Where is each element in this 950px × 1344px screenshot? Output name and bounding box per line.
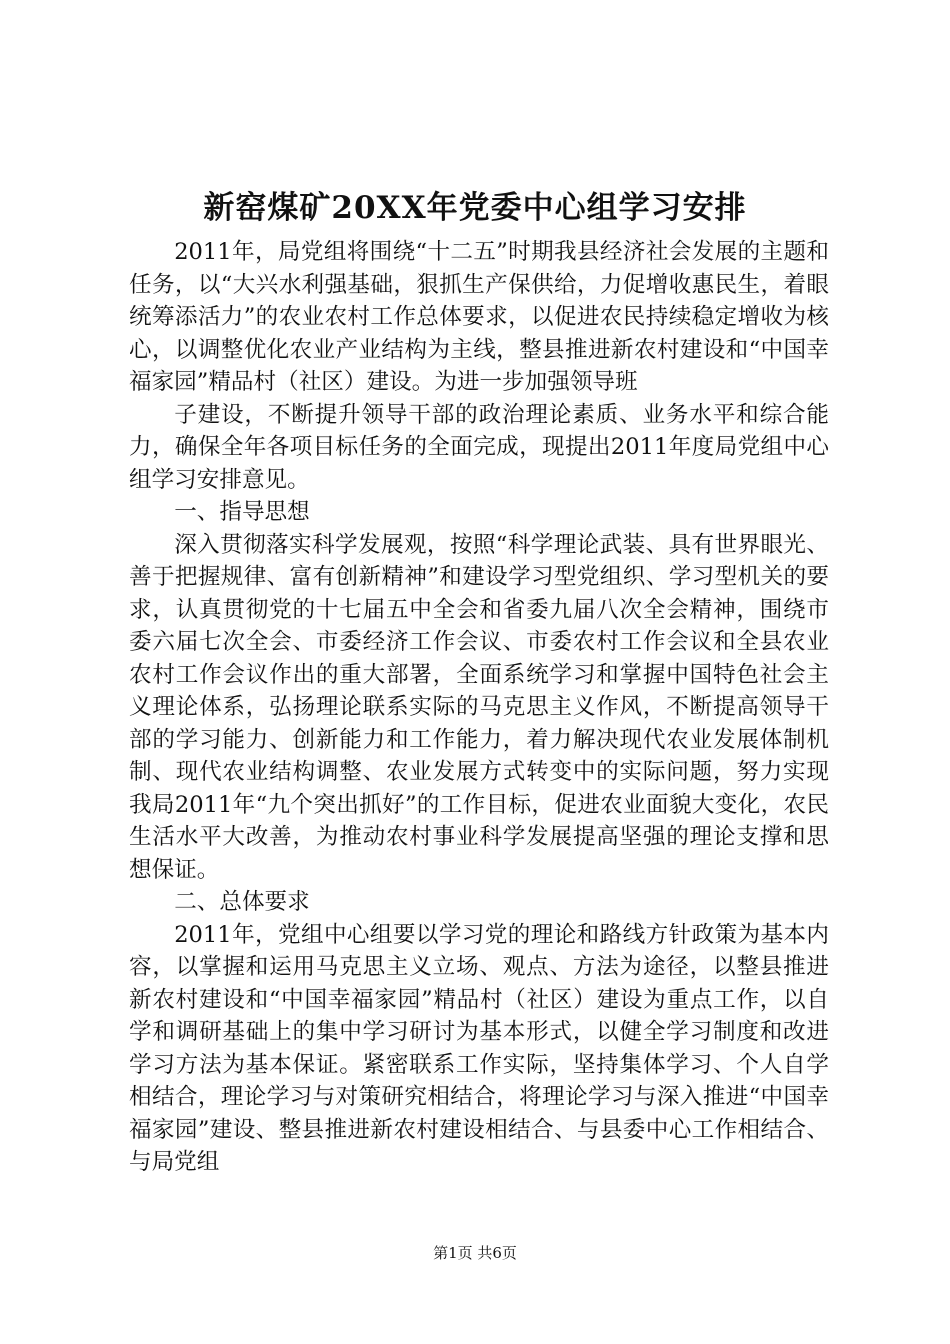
section-heading-guiding-thought: 一、指导思想 bbox=[174, 499, 310, 525]
document-title: 新窑煤矿20XX年党委中心组学习安排 bbox=[203, 190, 747, 226]
page-footer: 第1页 共6页 bbox=[433, 1244, 517, 1262]
document-body bbox=[129, 236, 829, 1179]
paragraph-general-requirements: 2011年，党组中心组要以学习党的理论和路线方针政策为基本内容，以掌握和运用马克思主义立场、观点、方法为途径，以整县推进新农村建设和“中国幸福家园”精品村（社区）建设为重点工作，以自学和调研基础上的集中学习研讨为基本形式，以健全学习制度和改进学习方法为基本保证。紧密联系工作实际，坚持集体学习、个人自学相结合，理论学习与对策研究相结合，将理论学习与深入推进“中国幸福家园”建设、整县推进新农村建设相结合、与县委中心工作相结合、与局党组 bbox=[129, 921, 829, 1175]
section-heading-general-requirements: 二、总体要求 bbox=[174, 889, 310, 915]
paragraph-intro-continued: 子建设，不断提升领导干部的政治理论素质、业务水平和综合能力，确保全年各项目标任务的全面完成，现提出2011年度局党组中心组学习安排意见。 bbox=[129, 401, 829, 493]
paragraph-intro: 2011年，局党组将围绕“十二五”时期我县经济社会发展的主题和任务，以“大兴水利强基础，狠抓生产保供给，力促增收惠民生，着眼统筹添活力”的农业农村工作总体要求，以促进农民持续稳定增收为核心，以调整优化农业产业结构为主线，整县推进新农村建设和“中国幸福家园”精品村（社区）建设。为进一步加强领导班 bbox=[129, 239, 829, 395]
paragraph-guiding-thought: 深入贯彻落实科学发展观，按照“科学理论武装、具有世界眼光、善于把握规律、富有创新精神”和建设学习型党组织、学习型机关的要求，认真贯彻党的十七届五中全会和省委九届八次全会精神，围绕市委六届七次全会、市委经济工作会议、市委农村工作会议和全县农业农村工作会议作出的重大部署，全面系统学习和掌握中国特色社会主义理论体系，弘扬理论联系实际的马克思主义作风，不断提高领导干部的学习能力、创新能力和工作能力，着力解决现代农业发展体制机制、现代农业结构调整、农业发展方式转变中的实际问题，努力实现我局2011年“九个突出抓好”的工作目标，促进农业面貌大变化，农民生活水平大改善，为推动农村事业科学发展提高坚强的理论支撑和思想保证。 bbox=[129, 531, 829, 883]
